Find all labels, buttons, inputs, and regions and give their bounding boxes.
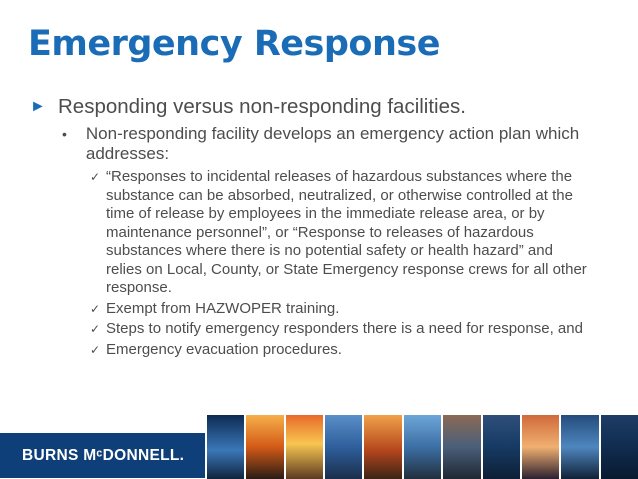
photo-tile bbox=[441, 415, 480, 479]
photo-tile bbox=[323, 415, 362, 479]
checklist-item-text: “Responses to incidental releases of hazardous substances where the substance can be absorbed, neutralized, or otherwise controlled at the time of release by employees in the immediate release area, or by maintenance personnel”, or “Response to releases of hazardous substances where there is no potential safety or health hazard” and relies on Local, County, or State Emergency response crews for all other response. bbox=[106, 168, 587, 296]
level2-list bbox=[60, 124, 620, 359]
dot-bullet-icon: • bbox=[62, 126, 67, 142]
photo-strip bbox=[205, 415, 638, 479]
checklist-item bbox=[90, 300, 590, 319]
bullet-list bbox=[30, 95, 620, 361]
check-icon: ✓ bbox=[90, 301, 101, 316]
arrow-bullet-icon: ► bbox=[30, 98, 46, 115]
level1-text: Responding versus non-responding facilities. bbox=[58, 95, 466, 118]
checklist bbox=[90, 168, 590, 359]
level2-item bbox=[60, 124, 620, 164]
photo-tile bbox=[599, 415, 638, 479]
checklist-item-text: Steps to notify emergency responders there is a need for response, and bbox=[106, 320, 583, 337]
slide-title: Emergency Response bbox=[28, 24, 440, 64]
checklist-item bbox=[90, 341, 590, 360]
checklist-item bbox=[90, 168, 590, 298]
photo-tile bbox=[481, 415, 520, 479]
photo-tile bbox=[559, 415, 598, 479]
photo-tile bbox=[284, 415, 323, 479]
check-icon: ✓ bbox=[90, 170, 101, 184]
photo-tile bbox=[205, 415, 244, 479]
level2-text: Non-responding facility develops an emergency action plan which addresses: bbox=[85, 124, 580, 163]
check-icon: ✓ bbox=[90, 342, 101, 357]
photo-tile bbox=[520, 415, 559, 479]
checklist-item-text: Emergency evacuation procedures. bbox=[106, 340, 342, 358]
company-logo bbox=[0, 433, 205, 478]
level1-item bbox=[30, 95, 620, 119]
company-logo-text: BURNS ⁠MᶜDONNELL. bbox=[22, 447, 185, 464]
check-icon: ✓ bbox=[90, 322, 101, 336]
photo-tile bbox=[244, 415, 283, 479]
photo-tile bbox=[402, 415, 441, 479]
checklist-item-text: Exempt from HAZWOPER training. bbox=[106, 299, 340, 317]
photo-tile bbox=[362, 415, 401, 479]
checklist-item bbox=[90, 320, 590, 339]
footer-banner bbox=[0, 415, 638, 479]
